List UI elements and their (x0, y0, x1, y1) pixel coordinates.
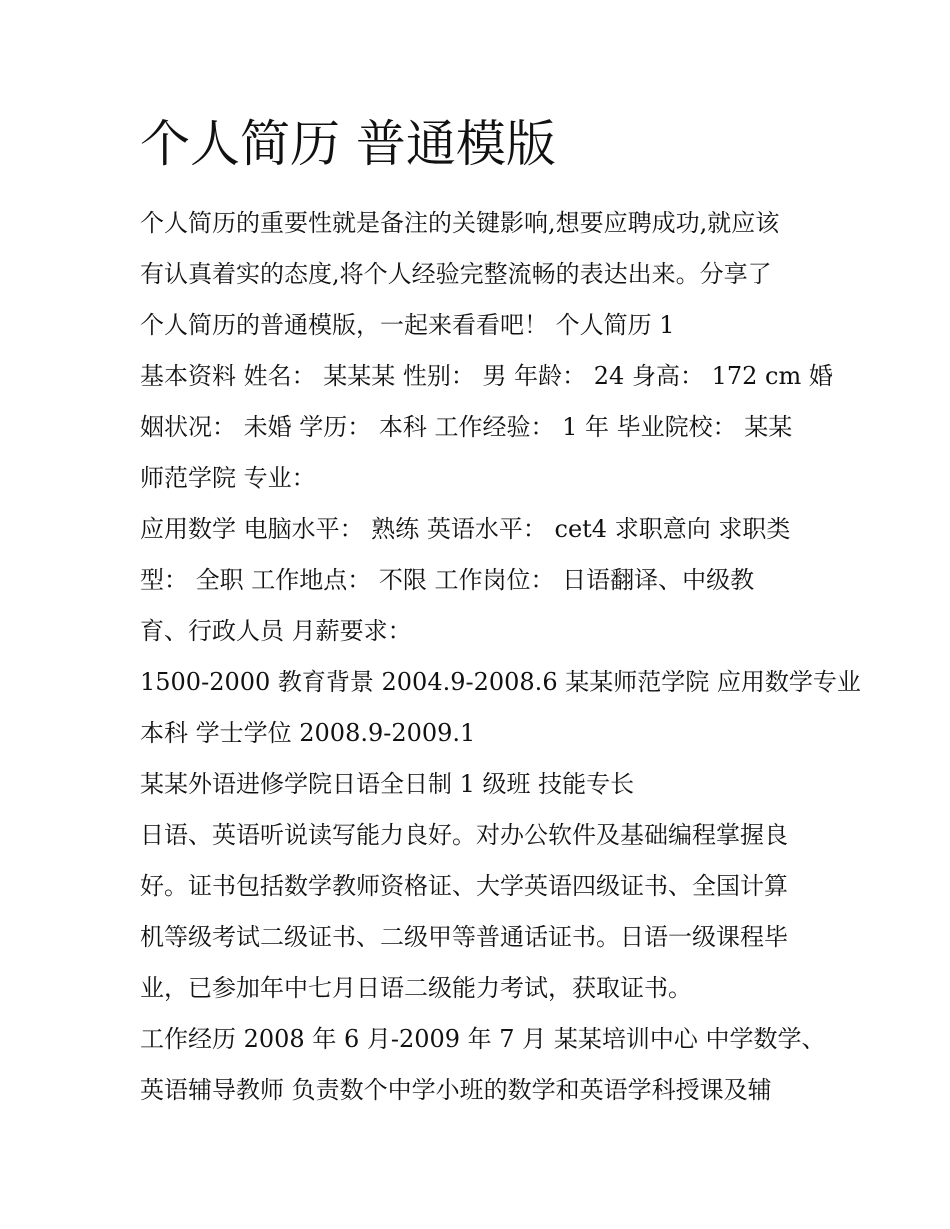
text-line: 机等级考试二级证书、二级甲等普通话证书。日语一级课程毕 (140, 923, 788, 951)
page-title: 个人简历 普通模版 (140, 115, 556, 173)
body-text (140, 198, 861, 1116)
text-line: 应用数学 电脑水平： 熟练 英语水平： cet4 求职意向 求职类 (140, 515, 791, 543)
text-line: 好。证书包括数学教师资格证、大学英语四级证书、全国计算 (140, 872, 788, 900)
text-line: 基本资料 姓名： 某某某 性别： 男 年龄： 24 身高： 172 cm 婚 (140, 362, 833, 390)
text-line: 姻状况： 未婚 学历： 本科 工作经验： 1 年 毕业院校： 某某 (140, 413, 793, 441)
text-line: 个人简历的重要性就是备注的关键影响,想要应聘成功,就应该 (140, 209, 780, 237)
text-line: 育、行政人员 月薪要求： (140, 617, 412, 645)
text-line: 型： 全职 工作地点： 不限 工作岗位： 日语翻译、中级教 (140, 566, 755, 594)
text-line: 本科 学士学位 2008.9-2009.1 (140, 719, 476, 747)
text-line: 英语辅导教师 负责数个中学小班的数学和英语学科授课及辅 (140, 1076, 772, 1104)
text-line: 1500-2000 教育背景 2004.9-2008.6 某某师范学院 应用数学专业 (140, 668, 861, 696)
text-line: 个人简历的普通模版，一起来看看吧！ 个人简历 1 (140, 311, 675, 339)
text-line: 某某外语进修学院日语全日制 1 级班 技能专长 (140, 770, 635, 798)
text-line: 师范学院 专业： (140, 464, 316, 492)
text-line: 有认真着实的态度,将个人经验完整流畅的表达出来。分享了 (140, 260, 772, 288)
text-line: 业，已参加年中七月日语二级能力考试，获取证书。 (140, 974, 692, 1002)
text-line: 日语、英语听说读写能力良好。对办公软件及基础编程掌握良 (140, 821, 788, 849)
text-line: 工作经历 2008 年 6 月-2009 年 7 月 某某培训中心 中学数学、 (140, 1025, 826, 1053)
